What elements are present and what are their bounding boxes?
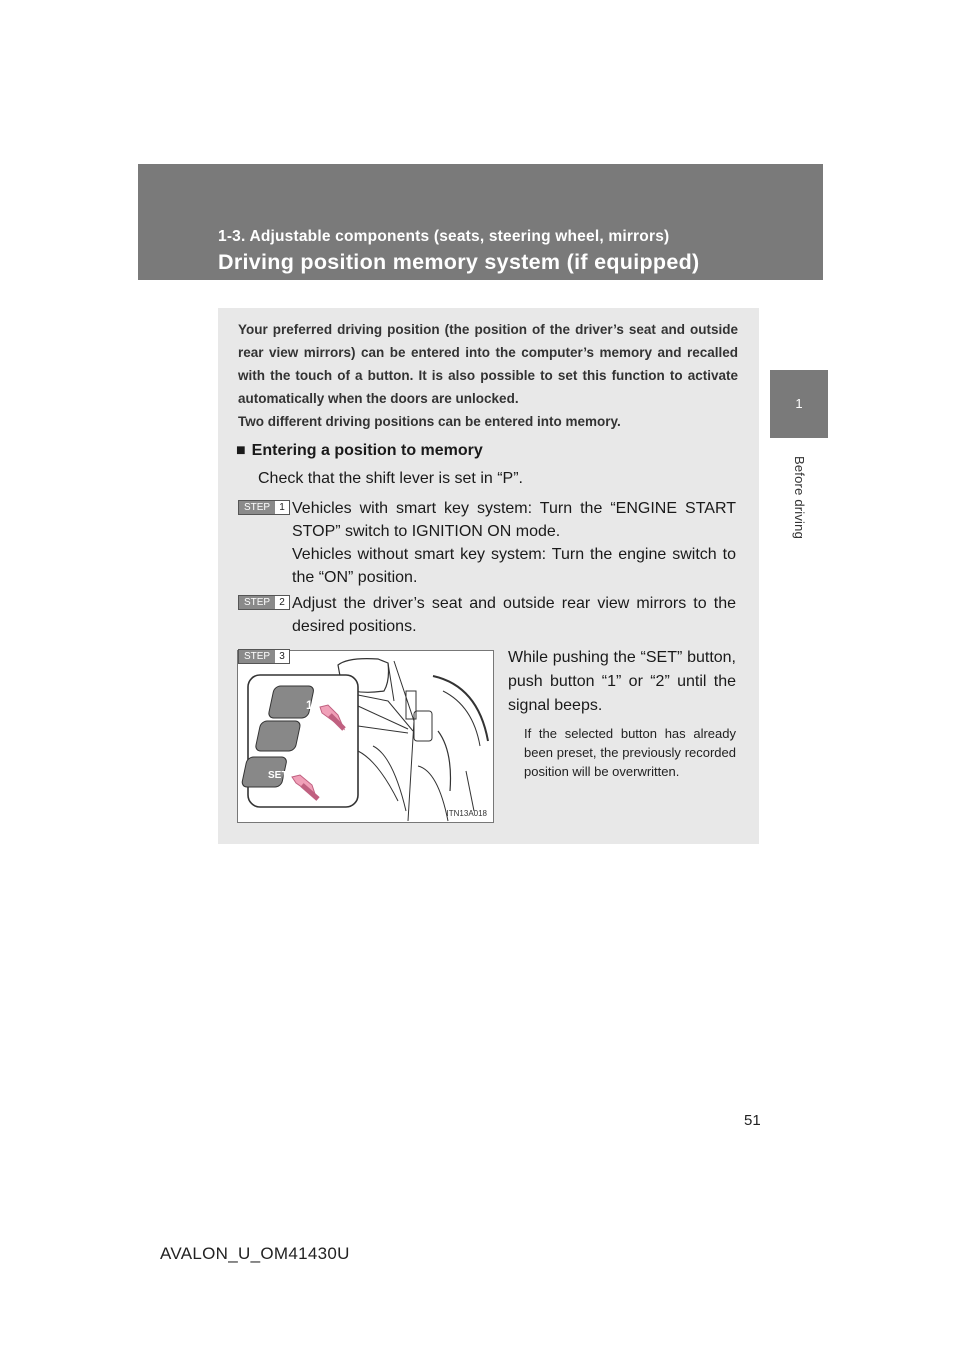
step-number: 2 (279, 597, 285, 608)
step-1-text-a: Vehicles with smart key system: Turn the “ENGINE START STOP” switch to IGNITION ON mode. (292, 500, 736, 540)
content-box (218, 308, 759, 844)
intro-text (238, 318, 738, 433)
button-2-label: 2 (300, 732, 307, 746)
section-title: 1-3. Adjustable components (seats, steering wheel, mirrors) (218, 228, 670, 245)
page-title: Driving position memory system (if equipped) (218, 250, 700, 274)
intro-paragraph-2: Two different driving positions can be entered into memory. (238, 414, 621, 429)
step-1-text (292, 497, 736, 589)
memory-button-1-icon (268, 686, 315, 718)
chapter-label: Before driving (792, 456, 807, 540)
memory-switch-illustration (237, 650, 494, 823)
subsection-heading (236, 442, 483, 460)
chapter-number-tab: 1 (770, 370, 828, 438)
figure-code: ITN13A018 (446, 809, 487, 818)
dashboard-door-illustration (238, 651, 493, 822)
intro-paragraph: Your preferred driving position (the position of the driver’s seat and outside rear view mirrors) can be entered into the computer’s memory and recalled with the touch of a button. It is also possible to set this function to activate automatically when the doors are unlocked. (238, 322, 738, 406)
document-code: AVALON_U_OM41430U (160, 1244, 350, 1263)
step-3-note: If the selected button has already been preset, the previously recorded position will be overwritten. (524, 726, 736, 779)
step-word: STEP (239, 501, 275, 514)
step-number: 1 (279, 502, 285, 513)
square-bullet-icon: ■ (236, 442, 246, 459)
step-word: STEP (239, 650, 275, 663)
subsection-heading-text: Entering a position to memory (251, 442, 483, 459)
step-badge-2 (238, 595, 290, 610)
step-2-text-a: Adjust the driver’s seat and outside rear view mirrors to the desired positions. (292, 595, 736, 635)
step-badge-1 (238, 500, 290, 515)
step-word: STEP (239, 596, 275, 609)
precondition-text: Check that the shift lever is set in “P”. (258, 470, 523, 487)
set-button-label: SET (268, 770, 288, 781)
step-number: 3 (279, 651, 285, 662)
step-2-text (292, 592, 736, 638)
page-number: 51 (744, 1112, 761, 1129)
step-1-text-b: Vehicles without smart key system: Turn the engine switch to the “ON” position. (292, 546, 736, 586)
step-badge-3 (238, 649, 290, 664)
set-button-icon (241, 757, 287, 787)
step-3-text: While pushing the “SET” button, push button “1” or “2” until the signal beeps. (508, 649, 736, 714)
chapter-header (138, 164, 823, 280)
button-1-label: 1 (306, 698, 313, 712)
